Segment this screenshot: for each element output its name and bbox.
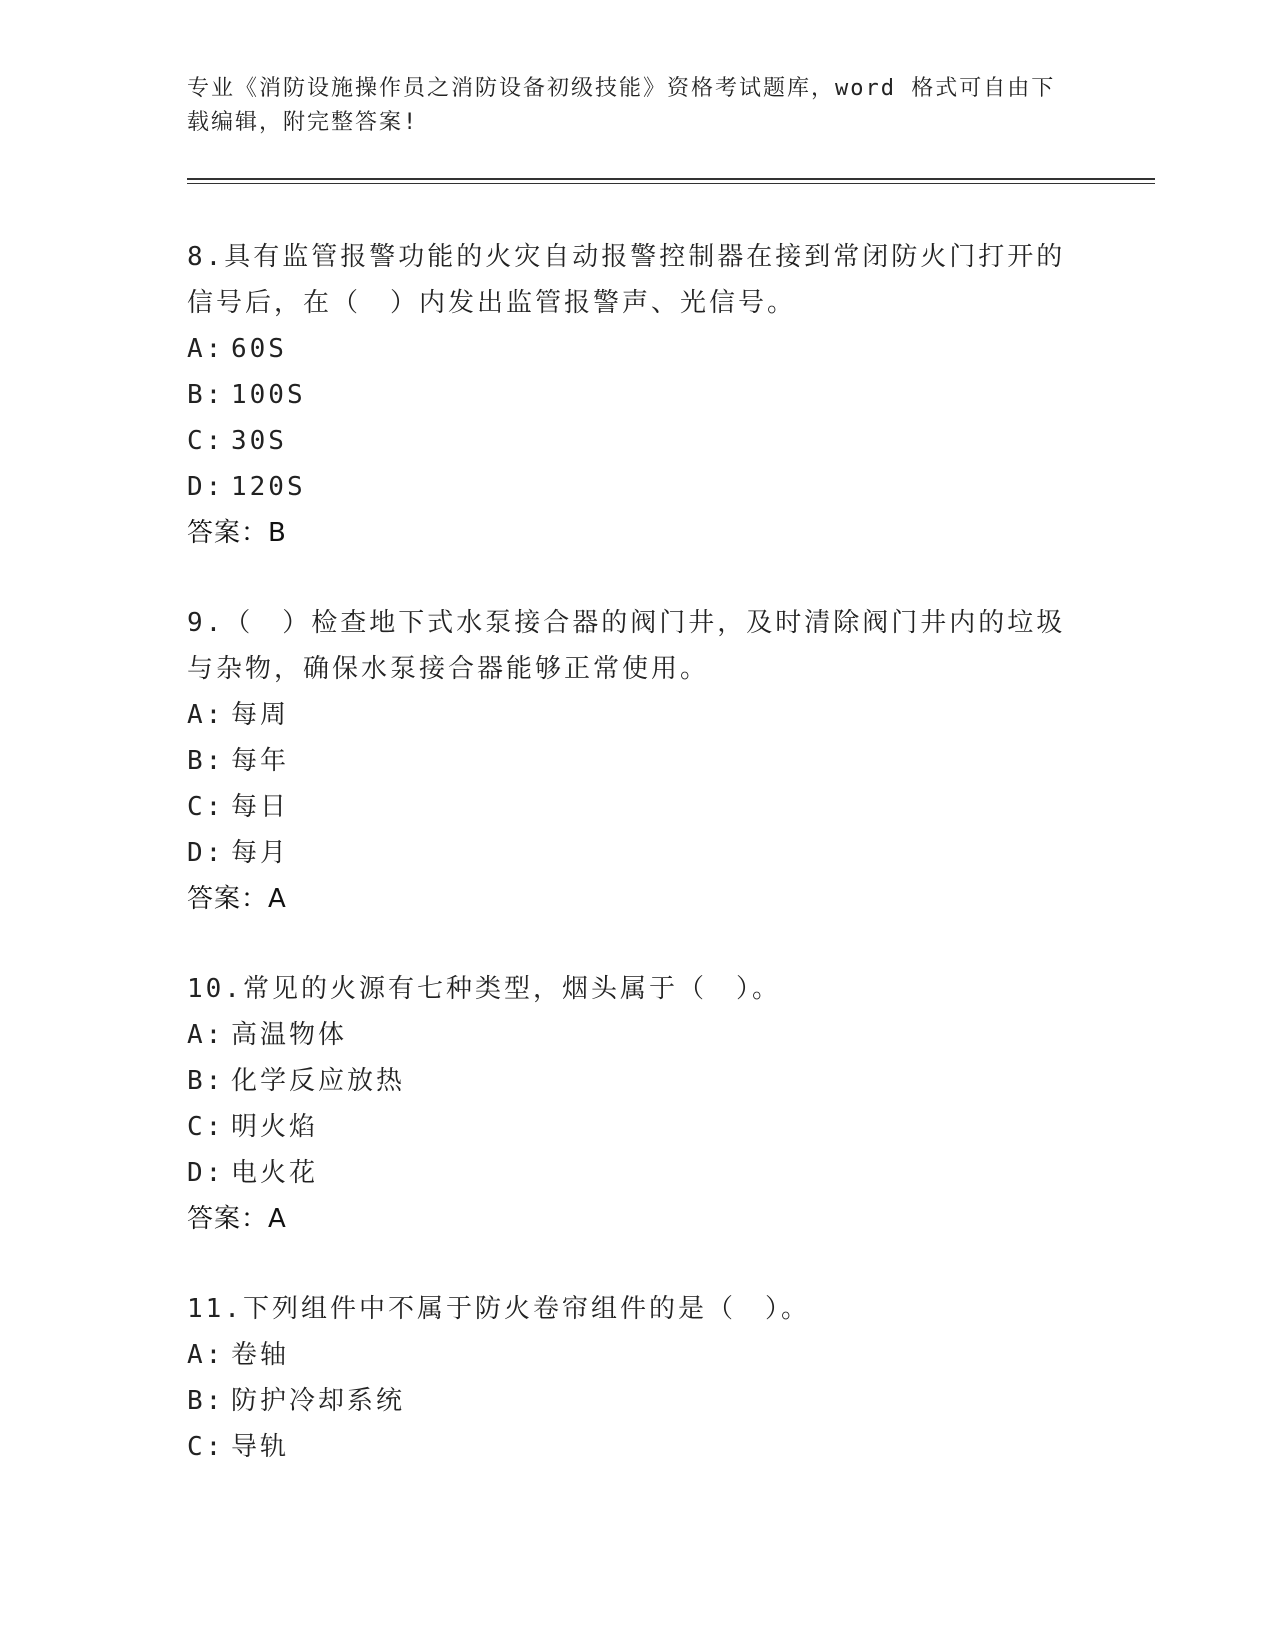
- option-key: C:: [187, 1432, 225, 1462]
- question-11: [187, 1286, 1067, 1470]
- option-text: 导轨: [231, 1432, 290, 1462]
- option-text: 30S: [231, 426, 287, 456]
- option-text: 高温物体: [231, 1020, 348, 1050]
- option-c: [187, 1104, 1067, 1150]
- option-a: [187, 1332, 1067, 1378]
- option-a: [187, 326, 1067, 372]
- question-stem: 9.（ ）检查地下式水泵接合器的阀门井，及时清除阀门井内的垃圾与杂物，确保水泵接合器能够正常使用。: [187, 608, 1066, 684]
- question-stem: 8.具有监管报警功能的火灾自动报警控制器在接到常闭防火门打开的信号后，在（ ）内发出监管报警声、光信号。: [187, 242, 1066, 318]
- option-key: B:: [187, 1386, 225, 1416]
- option-c: [187, 418, 1067, 464]
- option-text: 100S: [231, 380, 306, 410]
- option-b: [187, 372, 1067, 418]
- answer-line: 答案：B: [187, 518, 287, 548]
- option-key: C:: [187, 792, 225, 822]
- option-key: A:: [187, 700, 225, 730]
- question-9: [187, 600, 1067, 922]
- option-text: 60S: [231, 334, 287, 364]
- option-d: [187, 830, 1067, 876]
- option-text: 每日: [231, 792, 290, 822]
- option-d: [187, 1150, 1067, 1196]
- option-text: 卷轴: [231, 1340, 290, 1370]
- option-text: 化学反应放热: [231, 1066, 406, 1096]
- option-key: B:: [187, 1066, 225, 1096]
- option-text: 明火焰: [231, 1112, 319, 1142]
- option-d: [187, 464, 1067, 510]
- option-b: [187, 1058, 1067, 1104]
- option-text: 每年: [231, 746, 290, 776]
- option-key: D:: [187, 1158, 225, 1188]
- option-key: A:: [187, 334, 225, 364]
- option-a: [187, 1012, 1067, 1058]
- option-text: 电火花: [231, 1158, 319, 1188]
- question-10: [187, 966, 1067, 1242]
- question-stem: 10.常见的火源有七种类型，烟头属于（ ）。: [187, 974, 781, 1004]
- option-key: A:: [187, 1020, 225, 1050]
- option-text: 每月: [231, 838, 290, 868]
- option-a: [187, 692, 1067, 738]
- answer-line: 答案：A: [187, 1204, 287, 1234]
- document-header: 专业《消防设施操作员之消防设备初级技能》资格考试题库，word 格式可自由下载编辑，附完整答案!: [187, 76, 1056, 135]
- option-key: D:: [187, 838, 225, 868]
- option-b: [187, 738, 1067, 784]
- option-key: D:: [187, 472, 225, 502]
- option-c: [187, 1424, 1067, 1470]
- option-b: [187, 1378, 1067, 1424]
- question-stem: 11.下列组件中不属于防火卷帘组件的是（ ）。: [187, 1294, 810, 1324]
- header-rule-thick: [187, 178, 1155, 180]
- option-text: 防护冷却系统: [231, 1386, 406, 1416]
- option-key: B:: [187, 380, 225, 410]
- option-text: 120S: [231, 472, 306, 502]
- option-key: A:: [187, 1340, 225, 1370]
- option-key: B:: [187, 746, 225, 776]
- option-key: C:: [187, 426, 225, 456]
- option-text: 每周: [231, 700, 290, 730]
- header-rule-thin: [187, 183, 1155, 184]
- answer-line: 答案：A: [187, 884, 287, 914]
- option-key: C:: [187, 1112, 225, 1142]
- option-c: [187, 784, 1067, 830]
- question-list: [187, 234, 1067, 1514]
- question-8: [187, 234, 1067, 556]
